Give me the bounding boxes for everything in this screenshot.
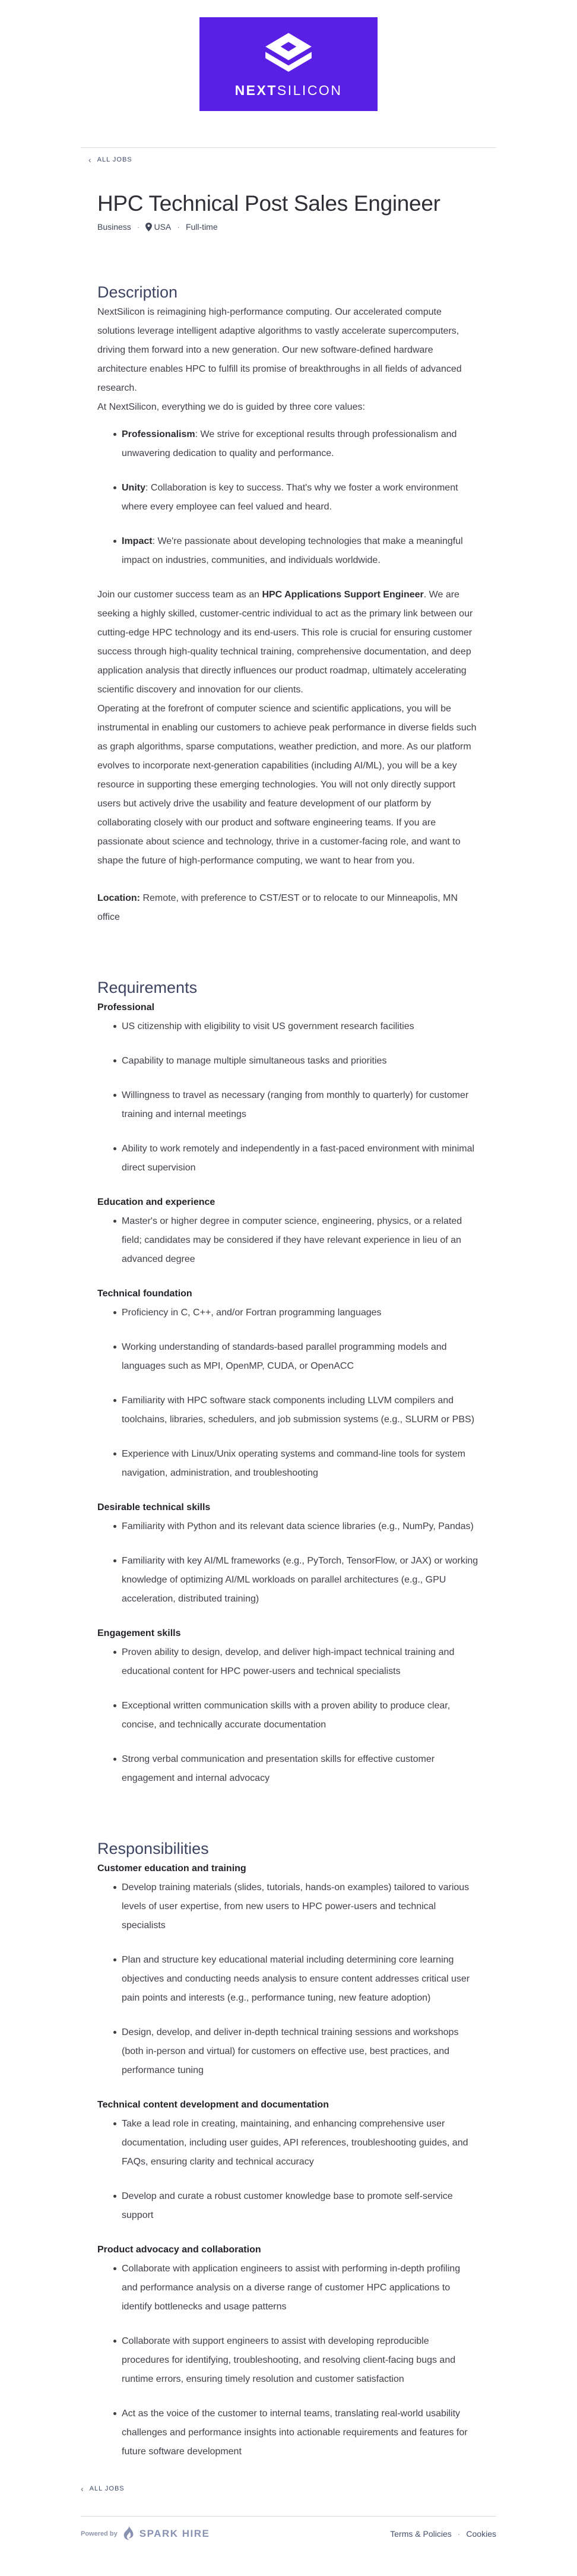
text-run: Strong verbal communication and presentation skills for effective customer engagement and internal advocacy (122, 1754, 435, 1784)
paragraph (97, 303, 478, 398)
paragraph (97, 586, 478, 700)
job-meta (97, 222, 496, 232)
list-item (97, 1017, 478, 1036)
list-item (97, 2187, 478, 2225)
meta-employment-type: Full-time (185, 222, 218, 232)
job-section-description (97, 281, 478, 927)
text-run: . We are seeking a highly skilled, customer-centric individual to act as the primary link between our cutting-edge HPC technology and its end-users. This role is crucial for ensuring customer success through high-quality technical training, comprehensive documentation, and deep application analysis that directly influences our product roadmap, ultimately accelerating scientific discovery and innovation for our clients. (97, 590, 473, 695)
text-run: Collaborate with application engineers to assist with performing in-depth profiling and performance analysis on a diverse range of customer HPC applications to identify bottlenecks and usage patterns (122, 2264, 461, 2312)
subheading: Professional (97, 1002, 155, 1013)
wordmark-bold: NEXT (234, 83, 277, 98)
page-container (81, 147, 496, 2576)
dot-separator: · (137, 222, 140, 232)
dot-separator: · (457, 2529, 461, 2539)
list-item (97, 2404, 478, 2461)
text-run: Plan and structure key educational material including determining core learning objectives and conducting needs analysis to ensure content addresses critical user pain points and interests (e.g., performance tuning, new feature adoption) (122, 1955, 470, 2004)
powered-by-label: Powered by (81, 2530, 118, 2538)
meta-location-label: USA (154, 222, 172, 232)
list-item (97, 2115, 478, 2172)
text-run: Develop training materials (slides, tutorials, hands-on examples) tailored to various levels of user expertise, from new users to HPC power-users and technical specialists (122, 1882, 470, 1931)
job-section-requirements (97, 977, 478, 1788)
list-item (97, 1391, 478, 1429)
company-logo (199, 17, 378, 111)
breadcrumb-all-jobs[interactable] (88, 156, 132, 164)
job-section-responsibilities (97, 1838, 478, 2461)
footer-breadcrumb-label: ALL JOBS (89, 2485, 125, 2493)
text-run: Working understanding of standards-based parallel programming models and languages such as MPI, OpenMP, CUDA, or OpenACC (122, 1342, 447, 1372)
subheading: Desirable technical skills (97, 1502, 211, 1513)
bullet-list (97, 1878, 478, 2080)
footer-divider (81, 2516, 496, 2517)
bold-text-run: Location: (97, 893, 140, 904)
list-item (97, 2023, 478, 2080)
bullet-list (97, 425, 478, 570)
bullet-list (97, 1643, 478, 1788)
text-run: Remote, with preference to CST/EST or to relocate to our Minneapolis, MN office (97, 893, 458, 923)
job-header (81, 164, 496, 232)
text-run: Familiarity with Python and its relevant data science libraries (e.g., NumPy, Pandas) (122, 1521, 474, 1532)
nextsilicon-box-icon (255, 31, 322, 76)
list-item (97, 1517, 478, 1536)
subheading: Product advocacy and collaboration (97, 2245, 261, 2255)
text-run: At NextSilicon, everything we do is guided by three core values: (97, 402, 365, 413)
subheading: Education and experience (97, 1197, 215, 1208)
text-run: US citizenship with eligibility to visit US government research facilities (122, 1021, 414, 1032)
bullet-list (97, 1017, 478, 1178)
cookies-link[interactable]: Cookies (466, 2529, 496, 2539)
text-run: : Collaboration is key to success. That's why we foster a work environment where every employee can feel valued and heard. (122, 483, 458, 512)
paragraph (97, 398, 478, 417)
bullet-list (97, 2115, 478, 2225)
list-item (97, 1750, 478, 1788)
page-title: HPC Technical Post Sales Engineer (97, 191, 440, 216)
text-run: Develop and curate a robust customer knowledge base to promote self-service support (122, 2191, 453, 2221)
list-item (97, 1052, 478, 1071)
section-heading: Requirements (97, 979, 198, 997)
list-item (97, 1086, 478, 1124)
wordmark-light: SILICON (277, 83, 343, 98)
list-item (97, 425, 478, 463)
chevron-left-icon: ‹ (81, 2484, 84, 2494)
text-run: Willingness to travel as necessary (ranging from monthly to quarterly) for customer training and internal meetings (122, 1090, 469, 1120)
location-pin-icon (145, 223, 152, 232)
text-run: : We're passionate about developing technologies that make a meaningful impact on industries, communities, and individuals worldwide. (122, 536, 463, 566)
breadcrumb-label: ALL JOBS (97, 156, 132, 163)
bullet-list (97, 1303, 478, 1483)
list-item (97, 2259, 478, 2316)
text-run: Master's or higher degree in computer science, engineering, physics, or a related field; candidates may be considered if they have relevant experience in lieu of an advanced degree (122, 1216, 462, 1265)
list-item (97, 1140, 478, 1178)
text-run: Capability to manage multiple simultaneous tasks and priorities (122, 1056, 387, 1067)
bullet-list (97, 1517, 478, 1609)
nextsilicon-wordmark (235, 84, 343, 97)
bullet-list (97, 2259, 478, 2461)
subheading: Technical content development and documentation (97, 2100, 329, 2110)
list-item (97, 1445, 478, 1483)
text-run: Proficiency in C, C++, and/or Fortran programming languages (122, 1308, 382, 1318)
footer-breadcrumb-all-jobs[interactable] (81, 2485, 125, 2493)
text-run: Take a lead role in creating, maintaining, and enhancing comprehensive user documentation, including user guides, API references, troubleshooting guides, and FAQs, ensuring clarity and technical accuracy (122, 2119, 468, 2167)
bold-text-run: Professionalism (122, 429, 195, 440)
list-item (97, 1338, 478, 1376)
sparkhire-flame-icon (122, 2526, 135, 2542)
legal-links (390, 2529, 496, 2539)
text-run: Join our customer success team as an (97, 590, 262, 600)
text-run: NextSilicon is reimagining high-performance computing. Our accelerated compute solutions leverage intelligent adaptive algorithms to vastly accelerate supercomputers, driving them forward into a new generation. Our new software-defined hardware architecture enables HPC to fulfill its promise of breakthroughs in all fields of advanced research. (97, 307, 462, 394)
meta-department: Business (97, 222, 131, 232)
text-run: Collaborate with support engineers to assist with developing reproducible procedures for identifying, troubleshooting, and resolving client-facing bugs and runtime errors, ensuring timely resolution and customer satisfaction (122, 2336, 456, 2385)
bullet-list (97, 1212, 478, 1269)
text-run: Ability to work remotely and independently in a fast-paced environment with minimal direct supervision (122, 1144, 475, 1173)
sections (81, 232, 496, 2477)
list-item (97, 1643, 478, 1681)
meta-location (145, 222, 171, 232)
text-run: Design, develop, and deliver in-depth technical training sessions and workshops (both in-person and virtual) for customers on effective use, best practices, and performance tuning (122, 2027, 459, 2076)
list-item (97, 532, 478, 570)
powered-by-sparkhire[interactable] (81, 2526, 210, 2542)
text-run: Operating at the forefront of computer science and scientific applications, you will be instrumental in enabling our customers to achieve peak performance in diverse fields such as graph algorithms, sparse computations, weather prediction, and more. As our platform evolves to incorporate next-generation capabilities (including AI/ML), you will be a key resource in supporting these emerging technologies. You will not only directly support users but actively drive the usability and feature development of our platform by collaborating closely with our product and software engineering teams. If you are passionate about science and technology, thrive in a customer-facing role, and want to shape the future of high-performance computing, we want to hear from you. (97, 704, 477, 866)
footer-bar (81, 2526, 496, 2542)
text-run: Act as the voice of the customer to internal teams, translating real-world usability challenges and performance insights into actionable requirements and features for future software development (122, 2409, 468, 2457)
paragraph (97, 700, 478, 871)
list-item (97, 2332, 478, 2389)
list-item (97, 1552, 478, 1609)
terms-policies-link[interactable]: Terms & Policies (390, 2529, 452, 2539)
dot-separator: · (177, 222, 180, 232)
bold-text-run: HPC Applications Support Engineer (262, 590, 424, 600)
text-run: : We strive for exceptional results through professionalism and unwavering dedication to quality and performance. (122, 429, 457, 459)
list-item (97, 1951, 478, 2008)
text-run: Familiarity with HPC software stack components including LLVM compilers and toolchains, libraries, schedulers, and job submission systems (e.g., SLURM or PBS) (122, 1395, 475, 1425)
list-item (97, 1303, 478, 1322)
text-run: Familiarity with key AI/ML frameworks (e.g., PyTorch, TensorFlow, or JAX) or working knowledge of optimizing AI/ML workloads on parallel architectures (e.g., GPU acceleration, distributed training) (122, 1556, 478, 1605)
section-heading: Description (97, 283, 178, 302)
sparkhire-wordmark: SPARK HIRE (139, 2528, 210, 2540)
bold-text-run: Impact (122, 536, 153, 547)
footer (81, 2477, 496, 2576)
subheading: Engagement skills (97, 1628, 181, 1639)
bold-text-run: Unity (122, 483, 145, 493)
list-item (97, 1212, 478, 1269)
subheading: Customer education and training (97, 1863, 246, 1874)
text-run: Proven ability to design, develop, and deliver high-impact technical training and educational content for HPC power-users and technical specialists (122, 1647, 455, 1677)
paragraph (97, 889, 478, 927)
text-run: Experience with Linux/Unix operating systems and command-line tools for system navigation, administration, and troubleshooting (122, 1449, 465, 1479)
section-heading: Responsibilities (97, 1840, 209, 1858)
subheading: Technical foundation (97, 1289, 192, 1299)
list-item (97, 479, 478, 517)
list-item (97, 1697, 478, 1735)
list-item (97, 1878, 478, 1935)
chevron-left-icon: ‹ (88, 155, 92, 164)
text-run: Exceptional written communication skills with a proven ability to produce clear, concise, and technically accurate documentation (122, 1701, 451, 1730)
top-divider (81, 147, 496, 148)
